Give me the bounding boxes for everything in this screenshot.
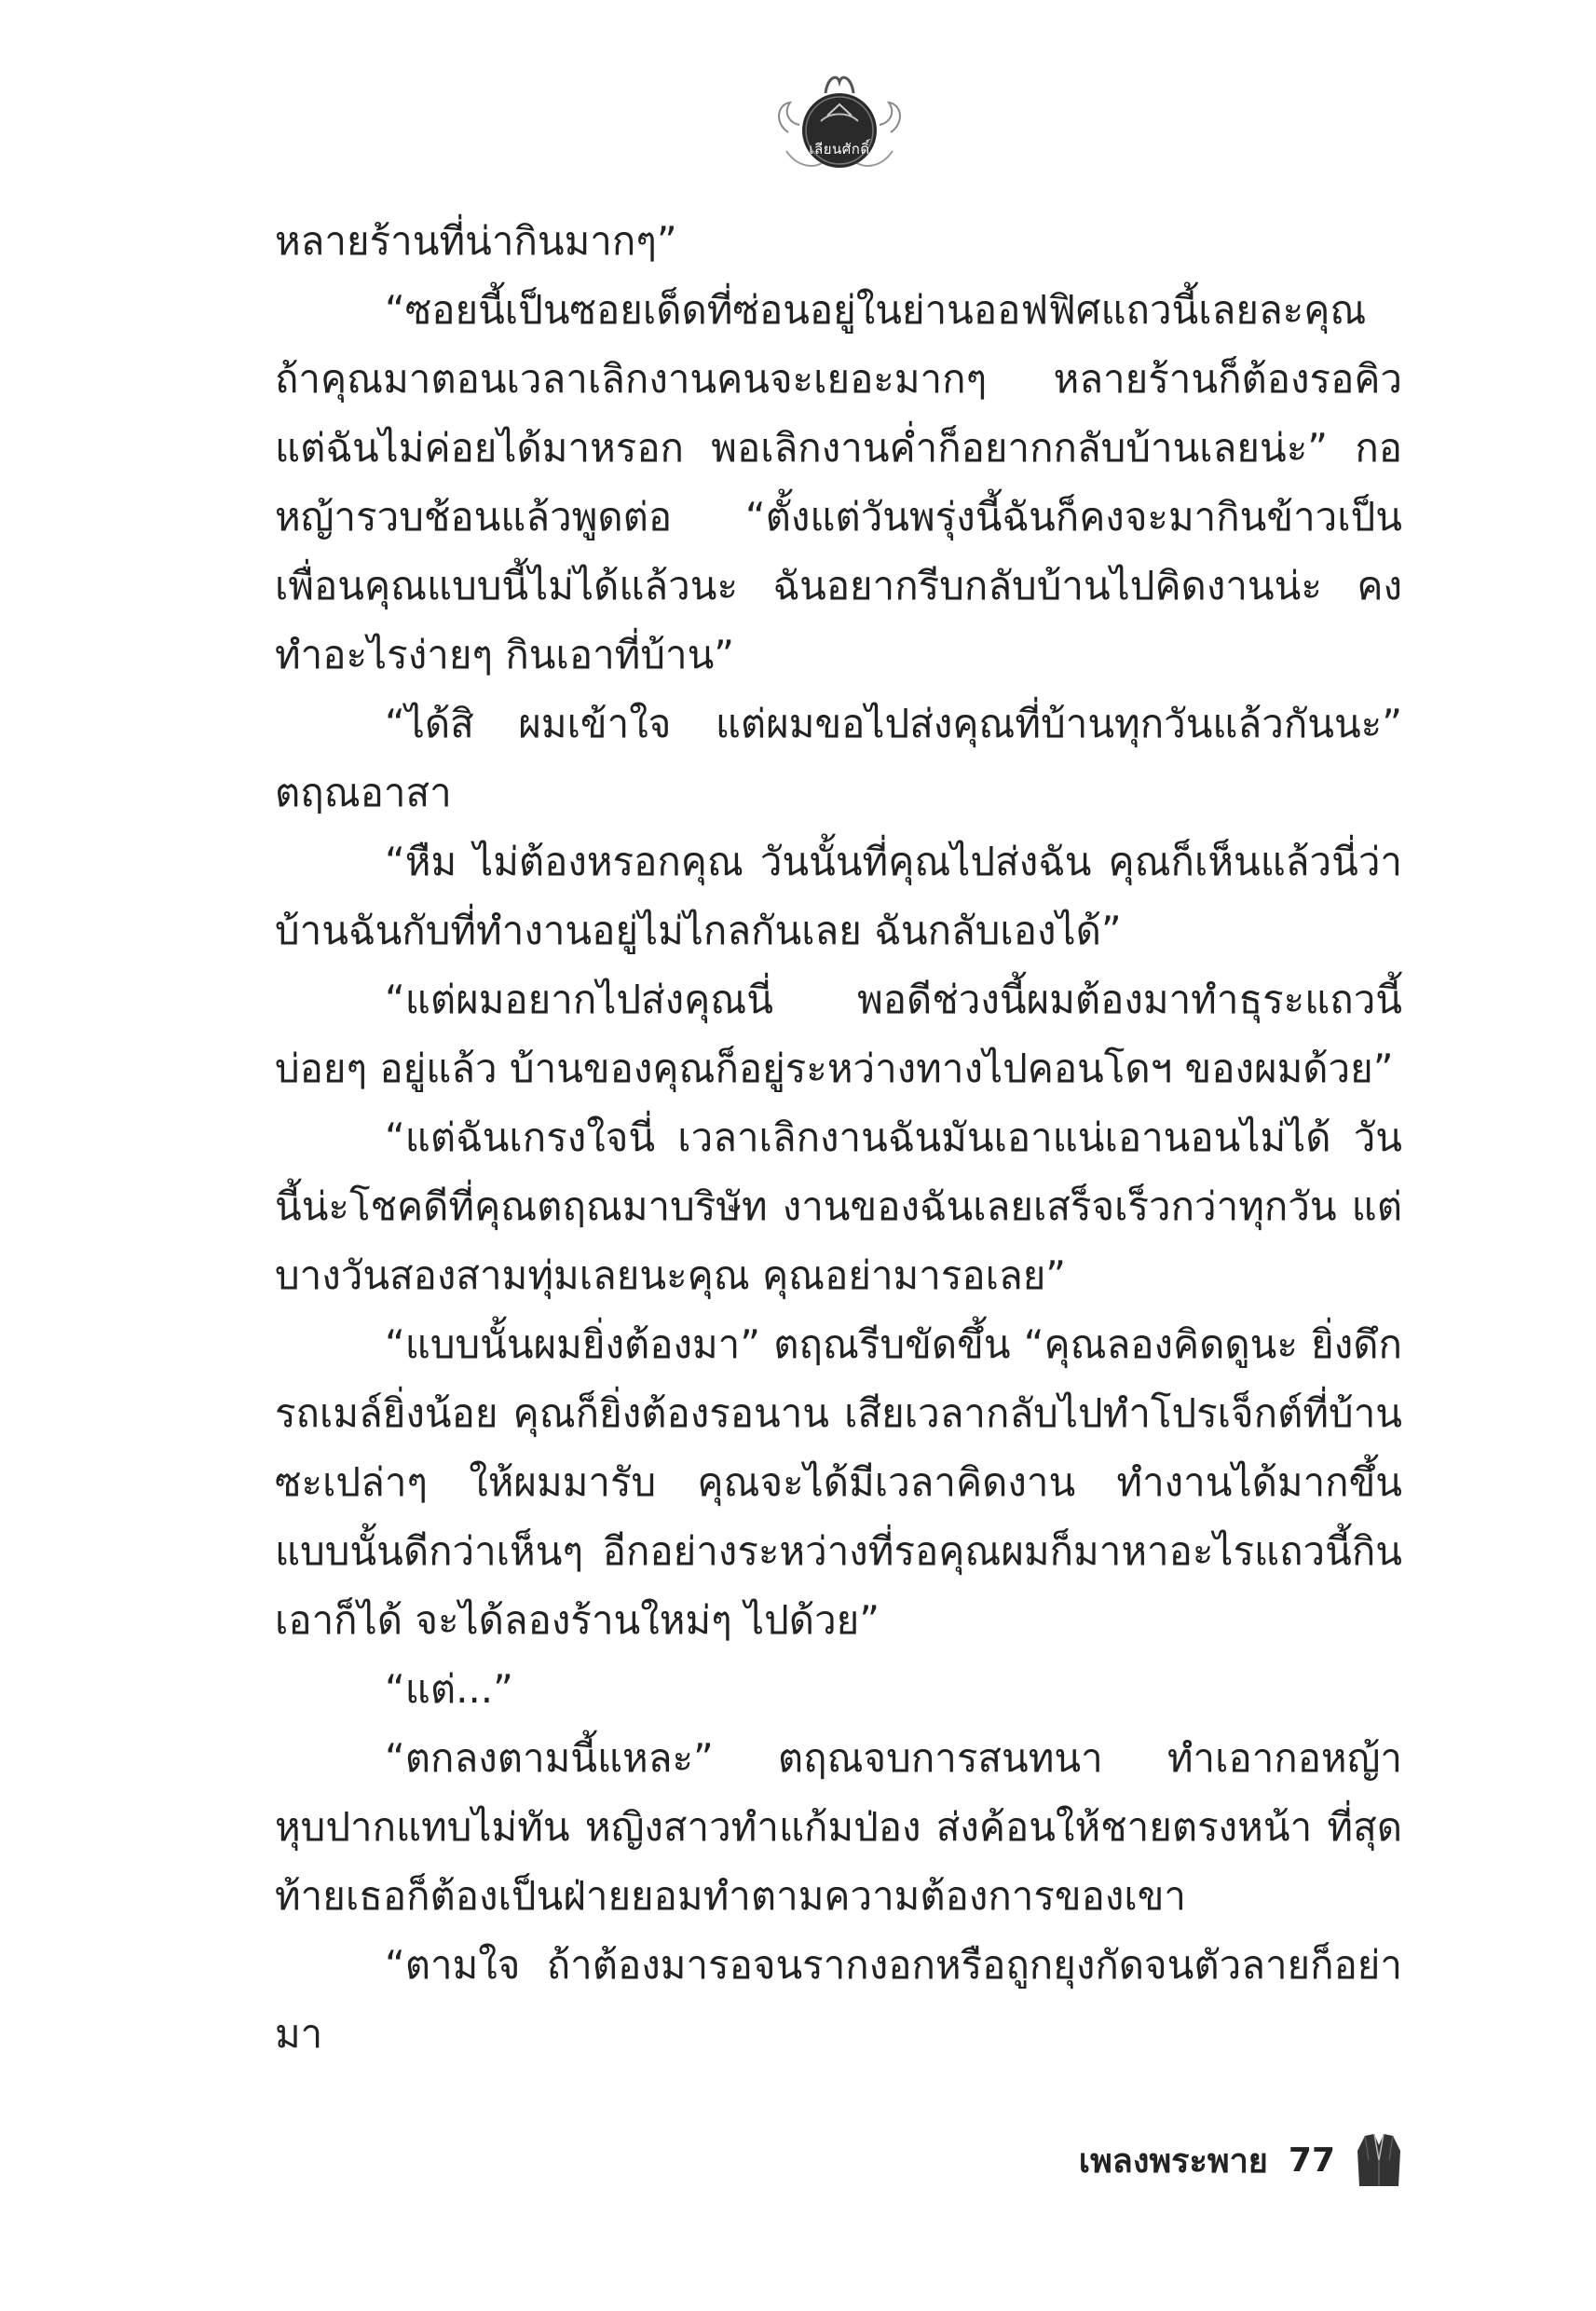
paragraph: “แต่ฉันเกรงใจนี่ เวลาเลิกงานฉันมันเอาแน่เอานอนไม่ได้ วันนี้น่ะโชคดีที่คุณตฤณมาบริษัท งานของฉันเลยเสร็จเร็วกว่าทุกวัน แต่บางวันสองสามทุ่มเลยนะคุณ คุณอย่ามารอเลย” — [275, 1114, 1402, 1298]
emblem-ornament-icon — [770, 67, 909, 177]
paragraph: “แต่ผมอยากไปส่งคุณนี่ พอดีช่วงนี้ผมต้องมาทำธุระแถวนี้บ่อยๆ อยู่แล้ว บ้านของคุณก็อยู่ระหว่างทางไปคอนโดฯ ของผมด้วย” — [275, 977, 1402, 1091]
paragraph: หลายร้านที่น่ากินมากๆ” — [275, 218, 677, 264]
paragraph: “ซอยนี้เป็นซอยเด็ดที่ซ่อนอยู่ในย่านออฟฟิศแถวนี้เลยละคุณ ถ้าคุณมาตอนเวลาเลิกงานคนจะเยอะมากๆ หลายร้านก็ต้องรอคิว แต่ฉันไม่ค่อยได้มาหรอก พอเลิกงานค่ำก็อยากกลับบ้านเลยน่ะ” กอหญ้ารวบช้อนแล้วพูดต่อ “ตั้งแต่วันพรุ่งนี้ฉันก็คงจะมากินข้าวเป็นเพื่อนคุณแบบนี้ไม่ได้แล้วนะ ฉันอยากรีบกลับบ้านไปคิดงานน่ะ คงทำอะไรง่ายๆ กินเอาที่บ้าน” — [275, 287, 1402, 677]
page-body-text — [275, 207, 1402, 2069]
book-title: เพลงพระพาย — [1078, 2141, 1268, 2181]
suit-jacket-icon — [1356, 2132, 1402, 2188]
emblem-label: เลียนศักดิ์ — [809, 141, 870, 157]
publisher-emblem — [770, 67, 909, 177]
page-footer — [1079, 2132, 1402, 2188]
page-number: 77 — [1288, 2140, 1335, 2180]
paragraph: “ตามใจ ถ้าต้องมารอจนรากงอกหรือถูกยุงกัดจนตัวลายก็อย่ามา — [275, 1942, 1402, 2057]
paragraph: “แบบนั้นผมยิ่งต้องมา” ตฤณรีบขัดขึ้น “คุณลองคิดดูนะ ยิ่งดึกรถเมล์ยิ่งน้อย คุณก็ยิ่งต้องรอนาน เสียเวลากลับไปทำโปรเจ็กต์ที่บ้านซะเปล่าๆ ให้ผมมารับ คุณจะได้มีเวลาคิดงาน ทำงานได้มากขึ้น แบบนั้นดีกว่าเห็นๆ อีกอย่างระหว่างที่รอคุณผมก็มาหาอะไรแถวนี้กินเอาก็ได้ จะได้ลองร้านใหม่ๆ ไปด้วย” — [275, 1321, 1402, 1643]
paragraph: “หืม ไม่ต้องหรอกคุณ วันนั้นที่คุณไปส่งฉัน คุณก็เห็นแล้วนี่ว่าบ้านฉันกับที่ทำงานอยู่ไม่ไกลกันเลย ฉันกลับเองได้” — [275, 839, 1402, 953]
paragraph: “แต่...” — [385, 1666, 513, 1712]
paragraph: “ได้สิ ผมเข้าใจ แต่ผมขอไปส่งคุณที่บ้านทุกวันแล้วกันนะ” ตฤณอาสา — [275, 701, 1402, 815]
paragraph: “ตกลงตามนี้แหละ” ตฤณจบการสนทนา ทำเอากอหญ้าหุบปากแทบไม่ทัน หญิงสาวทำแก้มป่อง ส่งค้อนให้ชายตรงหน้า ที่สุดท้ายเธอก็ต้องเป็นฝ่ายยอมทำตามความต้องการของเขา — [275, 1735, 1402, 1919]
